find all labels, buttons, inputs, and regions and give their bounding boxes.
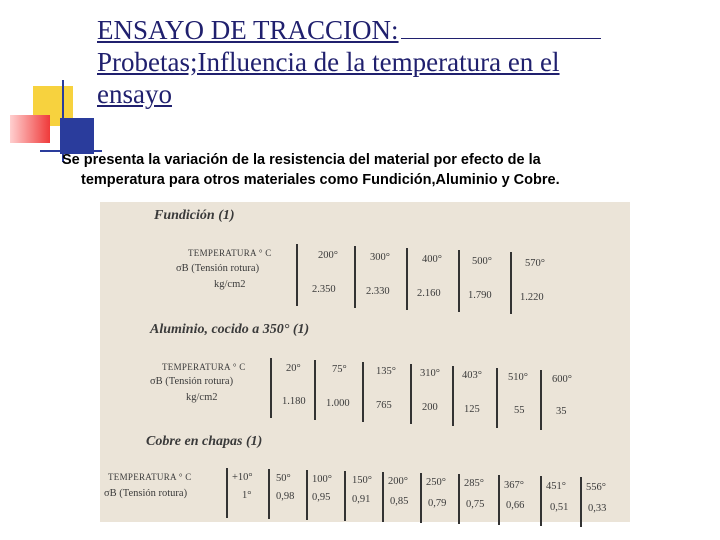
- deco-red-square: [10, 115, 50, 143]
- aluminio-value-7: 35: [556, 406, 567, 417]
- aluminio-temp-6: 510°: [508, 372, 528, 383]
- cobre-temp-5: 200°: [388, 476, 408, 487]
- fundicion-value-4: 1.790: [468, 290, 492, 301]
- cobre-value-5: 0,85: [390, 496, 409, 507]
- aluminio-value-4: 200: [422, 402, 438, 413]
- aluminio-value-2: 1.000: [326, 398, 350, 409]
- fundicion-temp-3: 400°: [422, 254, 442, 265]
- slide-title: [97, 14, 697, 110]
- cobre-temp-7: 285°: [464, 478, 484, 489]
- cobre-temp-9: 451°: [546, 481, 566, 492]
- cobre-stress-label: σB (Tensión rotura): [104, 488, 188, 499]
- fundicion-temp-4: 500°: [472, 256, 492, 267]
- aluminio-value-1: 1.180: [282, 396, 306, 407]
- cobre-divider-1: [226, 468, 228, 518]
- aluminio-temp-7: 600°: [552, 374, 572, 385]
- aluminio-unit-label: kg/cm2: [186, 392, 218, 403]
- fundicion-stress-label: σB (Tensión rotura): [176, 263, 260, 274]
- fundicion-value-2: 2.330: [366, 286, 390, 297]
- cobre-temp-label: TEMPERATURA ° C: [108, 472, 192, 482]
- cobre-value-4: 0,91: [352, 494, 371, 505]
- aluminio-divider-5: [452, 366, 454, 426]
- cobre-temp-10: 556°: [586, 482, 606, 493]
- fundicion-temp-5: 570°: [525, 258, 545, 269]
- aluminio-divider-7: [540, 370, 542, 430]
- cobre-temp-6: 250°: [426, 477, 446, 488]
- deco-blue-square: [60, 118, 94, 154]
- aluminio-divider-1: [270, 358, 272, 418]
- aluminio-temp-2: 75°: [332, 364, 347, 375]
- cobre-divider-8: [498, 475, 500, 525]
- aluminio-divider-4: [410, 364, 412, 424]
- aluminio-temp-1: 20°: [286, 363, 301, 374]
- fundicion-divider-1: [296, 244, 298, 306]
- aluminio-value-3: 765: [376, 400, 392, 411]
- title-line-2: Probetas;Influencia de la temperatura en el: [97, 47, 560, 77]
- fundicion-value-1: 2.350: [312, 284, 336, 295]
- bullet-line-1: Se presenta la variación de la resistencia del material por efecto de la: [62, 152, 541, 168]
- title-underline-fill: [401, 16, 601, 39]
- cobre-divider-9: [540, 476, 542, 526]
- aluminio-heading: Aluminio, cocido a 350° (1): [150, 322, 310, 337]
- cobre-value-7: 0,75: [466, 499, 485, 510]
- scanned-table-image: [100, 202, 630, 522]
- cobre-divider-6: [420, 473, 422, 523]
- fundicion-temp-label: TEMPERATURA ° C: [188, 248, 272, 258]
- title-line-3: ensayo: [97, 79, 172, 109]
- cobre-divider-5: [382, 472, 384, 522]
- bullet-text: [62, 150, 712, 190]
- cobre-value-1: 1°: [242, 490, 252, 501]
- cobre-divider-2: [268, 469, 270, 519]
- cobre-value-2: 0,98: [276, 491, 295, 502]
- cobre-temp-2: 50°: [276, 473, 291, 484]
- aluminio-value-5: 125: [464, 404, 480, 415]
- cobre-temp-4: 150°: [352, 475, 372, 486]
- fundicion-temp-1: 200°: [318, 250, 338, 261]
- aluminio-temp-3: 135°: [376, 366, 396, 377]
- aluminio-value-6: 55: [514, 405, 525, 416]
- cobre-value-6: 0,79: [428, 498, 447, 509]
- fundicion-temp-2: 300°: [370, 252, 390, 263]
- cobre-value-10: 0,33: [588, 503, 607, 514]
- fundicion-value-3: 2.160: [417, 288, 441, 299]
- fundicion-divider-3: [406, 248, 408, 310]
- fundicion-unit-label: kg/cm2: [214, 279, 246, 290]
- cobre-divider-7: [458, 474, 460, 524]
- title-line-1: ENSAYO DE TRACCION:: [97, 15, 399, 45]
- fundicion-value-5: 1.220: [520, 292, 544, 303]
- fundicion-divider-2: [354, 246, 356, 308]
- cobre-divider-4: [344, 471, 346, 521]
- aluminio-divider-2: [314, 360, 316, 420]
- cobre-temp-8: 367°: [504, 480, 524, 491]
- aluminio-divider-3: [362, 362, 364, 422]
- cobre-value-3: 0,95: [312, 492, 331, 503]
- fundicion-heading: Fundición (1): [154, 208, 235, 223]
- bullet-line-2: temperatura para otros materiales como Fundición,Aluminio y Cobre.: [81, 172, 560, 188]
- fundicion-divider-4: [458, 250, 460, 312]
- fundicion-divider-5: [510, 252, 512, 314]
- cobre-divider-10: [580, 477, 582, 527]
- aluminio-stress-label: σB (Tensión rotura): [150, 376, 234, 387]
- cobre-value-9: 0,51: [550, 502, 569, 513]
- cobre-value-8: 0,66: [506, 500, 525, 511]
- aluminio-temp-4: 310°: [420, 368, 440, 379]
- cobre-heading: Cobre en chapas (1): [146, 434, 263, 449]
- aluminio-temp-5: 403°: [462, 370, 482, 381]
- aluminio-divider-6: [496, 368, 498, 428]
- aluminio-temp-label: TEMPERATURA ° C: [162, 362, 246, 372]
- cobre-temp-1: +10°: [232, 472, 253, 483]
- cobre-temp-3: 100°: [312, 474, 332, 485]
- cobre-divider-3: [306, 470, 308, 520]
